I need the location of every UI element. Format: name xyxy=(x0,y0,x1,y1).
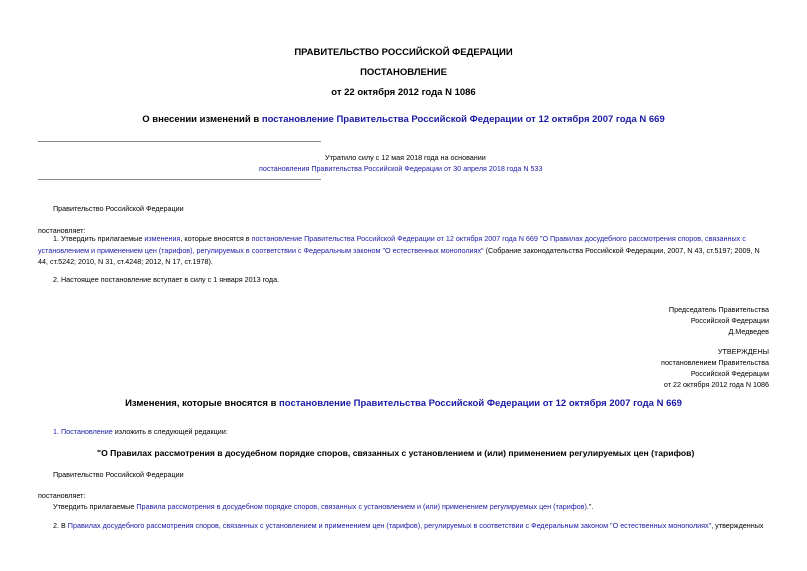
p1-link-resolution-669[interactable]: постановление Правительства Российской Федерации от 12 октября 2007 года N 669 "О Правилах досудебного рассмотрения споров, связанных с установлением и применением цен (тарифов), регулируемых в соответствии с Федеральным законом "О естественных монополиях" xyxy=(38,234,746,255)
paragraph-2: 2. Настоящее постановление вступает в силу с 1 января 2013 года. xyxy=(53,275,280,284)
doc-title xyxy=(0,114,807,125)
changes-item-1-text: изложить в следующей редакции: xyxy=(112,427,228,436)
gov-label: Правительство Российской Федерации xyxy=(53,204,184,213)
notice-top-rule xyxy=(38,141,321,142)
doc-title-link[interactable]: постановление Правительства Российской Федерации от 12 октября 2007 года N 669 xyxy=(261,114,665,125)
changes-title-link[interactable]: постановление Правительства Российской Федерации от 12 октября 2007 года N 669 xyxy=(279,398,682,409)
changes-title-prefix: Изменения, которые вносятся в xyxy=(125,398,280,409)
changes-item-1-link[interactable]: 1. Постановление xyxy=(53,427,113,436)
approved-line-3: Российской Федерации xyxy=(690,369,769,378)
doc-type-heading: ПОСТАНОВЛЕНИЕ xyxy=(360,67,447,78)
quote-title: "О Правилах рассмотрения в досудебном порядке споров, связанных с установлением и (или) применением регулируемых цен (тарифов) xyxy=(97,448,695,458)
doc-title-prefix: О внесении изменений в xyxy=(142,114,262,125)
changes-item-2 xyxy=(53,520,764,531)
approved-line-4: от 22 октября 2012 года N 1086 xyxy=(663,380,769,389)
p1-text-a: 1. Утвердить прилагаемые xyxy=(53,234,145,243)
p1-link-changes[interactable]: изменения xyxy=(144,234,181,243)
notice-line-1: Утратило силу с 12 мая 2018 года на основании xyxy=(325,153,486,162)
p1-text-b: , которые вносятся в xyxy=(180,234,252,243)
approve-rules-link[interactable]: Правила рассмотрения в досудебном порядке споров, связанных с установлением и (или) применением регулируемых цен (тарифов) xyxy=(136,502,587,511)
notice-bottom-rule xyxy=(38,179,321,180)
changes-item-2-link[interactable]: Правилах досудебного рассмотрения споров, связанных с установлением и применением цен (тарифов), регулируемых в соответствии с Федеральным законом "О естественных монополиях" xyxy=(67,521,712,530)
approved-line-2: постановлением Правительства xyxy=(661,358,769,367)
paragraph-1 xyxy=(38,233,771,268)
org-heading: ПРАВИТЕЛЬСТВО РОССИЙСКОЙ ФЕДЕРАЦИИ xyxy=(294,47,513,58)
changes-title xyxy=(0,398,807,409)
approve-text-a: Утвердить прилагаемые xyxy=(53,502,137,511)
doc-date: от 22 октября 2012 года N 1086 xyxy=(331,87,476,98)
p1-text-c: (Собрание законодательства Российской Федерации, 2007, N 43, ст.5197; 2009, N 44, ст.5242; 2010, N 31, ст.4248; 2012, N 17, ст.1978). xyxy=(38,245,760,266)
changes-item-2-b: , утвержденных xyxy=(711,521,764,530)
quote-gov-label: Правительство Российской Федерации xyxy=(53,470,184,479)
changes-item-1 xyxy=(53,426,228,437)
quote-approve-line xyxy=(53,501,593,512)
decides-label: постановляет: xyxy=(38,226,86,235)
signature-line-2: Российской Федерации xyxy=(690,316,769,325)
signature-line-1: Председатель Правительства xyxy=(668,305,769,314)
notice-link[interactable]: постановления Правительства Российской Федерации от 30 апреля 2018 года N 533 xyxy=(259,164,543,173)
approved-line-1: УТВЕРЖДЕНЫ xyxy=(717,347,769,356)
signature-name: Д.Медведев xyxy=(728,327,769,336)
approve-text-b: .". xyxy=(586,502,594,511)
quote-decides-label: постановляет: xyxy=(38,491,86,500)
changes-item-2-a: 2. В xyxy=(53,521,68,530)
